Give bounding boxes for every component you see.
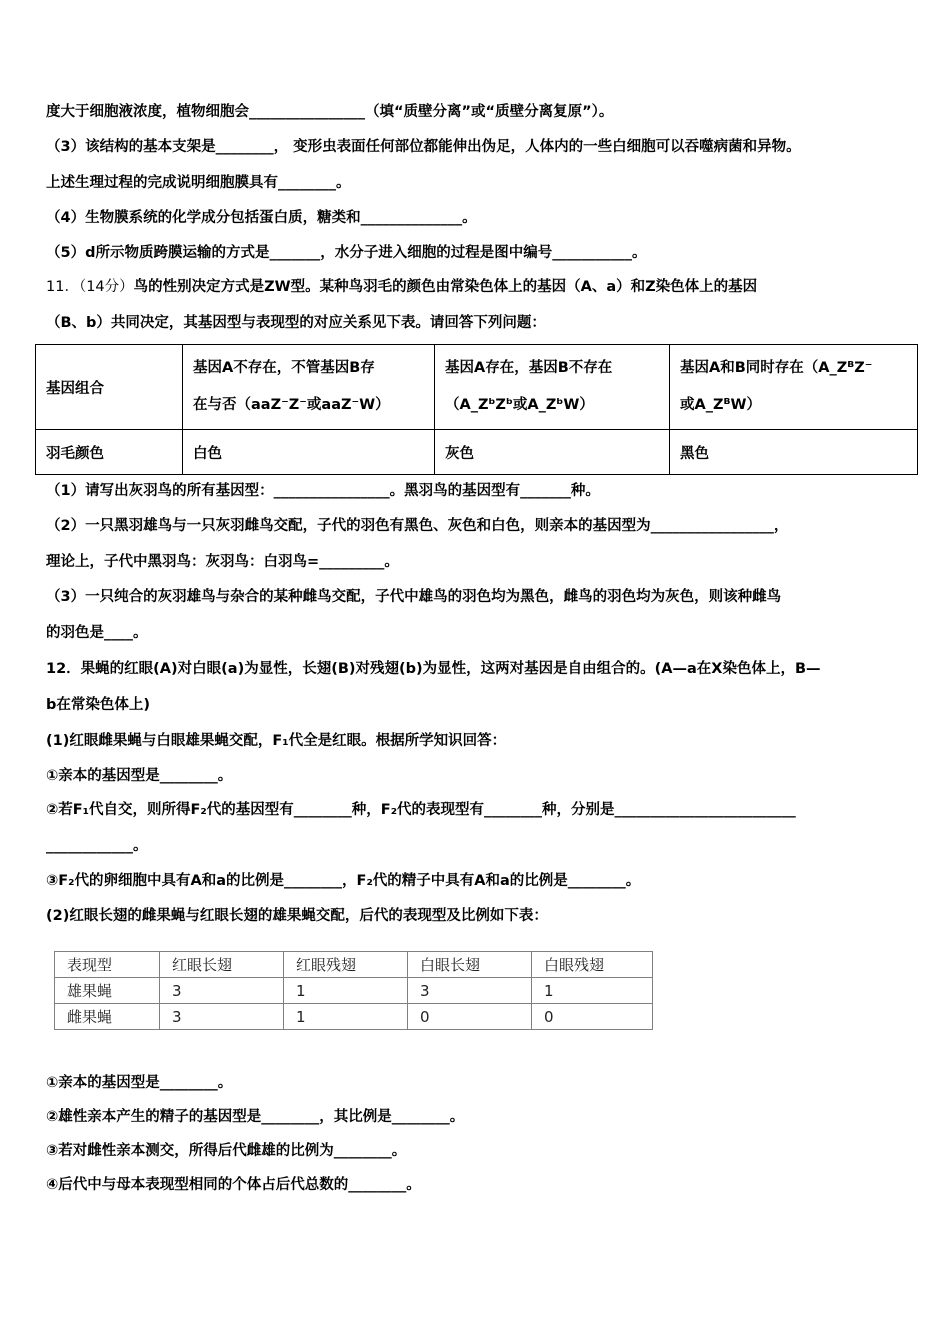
genotype-table: [35, 344, 918, 475]
text-line: （1）请写出灰羽鸟的所有基因型：________________。黑羽鸟的基因型有_______种。: [46, 483, 600, 499]
table-cell: 黑色: [670, 430, 918, 475]
text-line: （5）d所示物质跨膜运输的方式是_______，水分子进入细胞的过程是图中编号___________。: [46, 245, 647, 261]
text-line: （4）生物膜系统的化学成分包括蛋白质，糖类和______________。: [46, 210, 477, 226]
text-line: ③若对雌性亲本测交，所得后代雌雄的比例为________。: [46, 1143, 407, 1159]
table-row: [55, 1004, 653, 1030]
cell-line: 基因A和B同时存在（A_ZᴮZ⁻: [680, 360, 873, 376]
table-cell: 3: [408, 978, 532, 1004]
table-row: [36, 430, 918, 475]
question-11: [46, 277, 914, 297]
table-cell: 0: [532, 1004, 653, 1030]
text-line: ②若F₁代自交，则所得F₂代的基因型有________种，F₂代的表现型有________种，分别是_________________________: [46, 802, 796, 818]
text-line: ①亲本的基因型是________。: [46, 768, 233, 784]
cell-line: （A_ZᵇZᵇ或A_ZᵇW）: [445, 397, 594, 413]
table-cell: 1: [284, 1004, 408, 1030]
table-cell: 1: [284, 978, 408, 1004]
table-cell: 白眼长翅: [408, 952, 532, 978]
text-line: (2)红眼长翅的雌果蝇与红眼长翅的雄果蝇交配，后代的表现型及比例如下表：: [46, 908, 548, 924]
table-cell: [670, 345, 918, 430]
phenotype-table: [54, 951, 653, 1030]
text-line: ____________。: [46, 838, 148, 854]
text-line: 理论上，子代中黑羽鸟：灰羽鸟：白羽鸟=_________。: [46, 554, 399, 570]
table-cell: 表现型: [55, 952, 160, 978]
text-line: ④后代中与母本表现型相同的个体占后代总数的________。: [46, 1177, 421, 1193]
question-12: 12．果蝇的红眼(A)对白眼(a)为显性，长翅(B)对残翅(b)为显性，这两对基因是自由组合的。(A—a在X染色体上，B—: [46, 661, 821, 677]
text-line: ①亲本的基因型是________。: [46, 1075, 233, 1091]
table-cell: 1: [532, 978, 653, 1004]
text-line: ③F₂代的卵细胞中具有A和a的比例是________，F₂代的精子中具有A和a的比例是________。: [46, 873, 641, 889]
table-cell: 白色: [183, 430, 435, 475]
cell-line: 基因A存在，基因B不存在: [445, 360, 613, 376]
text-line: （2）一只黑羽雄鸟与一只灰羽雌鸟交配，子代的羽色有黑色、灰色和白色，则亲本的基因型为_________________，: [46, 518, 789, 534]
text-line: 上述生理过程的完成说明细胞膜具有________。: [46, 175, 351, 191]
text-line: （3）一只纯合的灰羽雄鸟与杂合的某种雌鸟交配，子代中雄鸟的羽色均为黑色，雌鸟的羽色均为灰色，则该种雌鸟: [46, 589, 782, 605]
table-cell: 0: [408, 1004, 532, 1030]
table-cell: 3: [160, 1004, 284, 1030]
table-header-row: [55, 952, 653, 978]
table-cell: 雄果蝇: [55, 978, 160, 1004]
table-cell: 基因组合: [36, 345, 183, 430]
table-cell: 白眼残翅: [532, 952, 653, 978]
text-line: b在常染色体上): [46, 697, 151, 713]
table-cell: [183, 345, 435, 430]
cell-line: 或A_ZᴮW）: [680, 397, 761, 413]
table-row: [55, 978, 653, 1004]
text-line: （B、b）共同决定，其基因型与表现型的对应关系见下表。请回答下列问题：: [46, 315, 546, 331]
table-row: [36, 345, 918, 430]
text-line: 的羽色是____。: [46, 625, 148, 641]
text-line: 度大于细胞液浓度，植物细胞会________________（填“质壁分离”或“质壁分离复原”）。: [46, 104, 614, 120]
table-cell: [435, 345, 670, 430]
table-cell: 羽毛颜色: [36, 430, 183, 475]
table-cell: 雌果蝇: [55, 1004, 160, 1030]
text-line: （3）该结构的基本支架是________， 变形虫表面任何部位都能伸出伪足，人体内的一些白细胞可以吞噬病菌和异物。: [46, 139, 801, 155]
cell-line: 基因A不存在，不管基因B存: [193, 360, 375, 376]
text-line: (1)红眼雌果蝇与白眼雄果蝇交配，F₁代全是红眼。根据所学知识回答：: [46, 733, 507, 749]
cell-line: 在与否（aaZ⁻Z⁻或aaZ⁻W）: [193, 397, 390, 413]
table-cell: 3: [160, 978, 284, 1004]
question-number: 11．（14分）: [46, 279, 134, 295]
table-cell: 红眼长翅: [160, 952, 284, 978]
table-cell: 红眼残翅: [284, 952, 408, 978]
text-line: ②雄性亲本产生的精子的基因型是________，其比例是________。: [46, 1109, 465, 1125]
table-cell: 灰色: [435, 430, 670, 475]
question-text: 鸟的性别决定方式是ZW型。某种鸟羽毛的颜色由常染色体上的基因（A、a）和Z染色体上的基因: [133, 279, 758, 295]
